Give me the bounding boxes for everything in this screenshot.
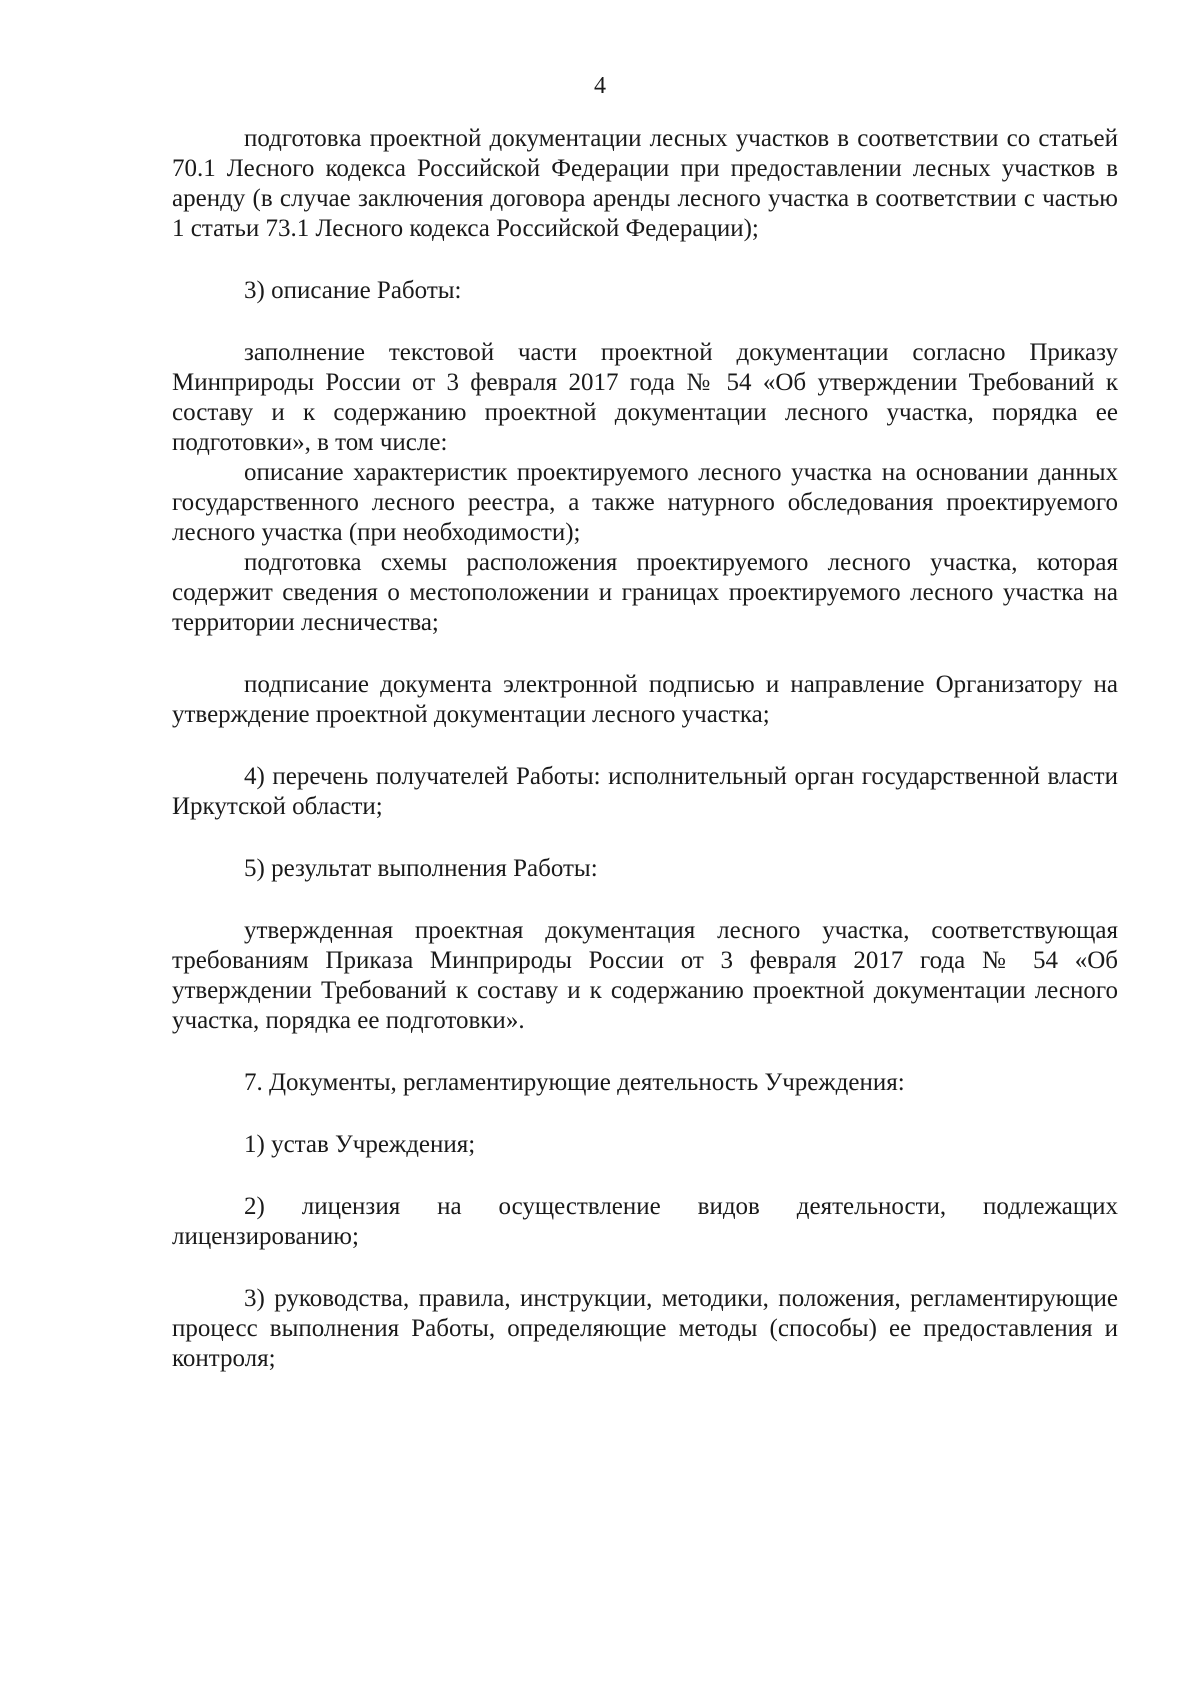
- paragraph-work-description-heading: 3) описание Работы:: [244, 277, 462, 304]
- paragraph-gap: [172, 244, 1118, 276]
- paragraph-gap: [172, 1160, 1118, 1192]
- paragraph-location-scheme: подготовка схемы расположения проектируемого лесного участка, которая содержит сведения о местоположении и границах проектируемого лесного участка на территории лесничества;: [172, 549, 1118, 636]
- paragraph-guidelines: 3) руководства, правила, инструкции, методики, положения, регламентирующие процесс выполнения Работы, определяющие методы (способы) ее предоставления и контроля;: [172, 1285, 1118, 1372]
- paragraph-gap: [172, 1252, 1118, 1284]
- paragraph-project-docs-preparation: подготовка проектной документации лесных участков в соответствии со статьей 70.1 Лесного кодекса Российской Федерации при предоставлении лесных участков в аренду (в случае заключения договора аренды лесного участка в соответствии с частью 1 статьи 73.1 Лесного кодекса Российской Федерации);: [172, 125, 1118, 242]
- paragraph-text-part-filling: заполнение текстовой части проектной документации согласно Приказу Минприроды России от 3 февраля 2017 года № 54 «Об утверждении Требований к составу и к содержанию проектной документации лесного участка, порядка ее подготовки», в том числе:: [172, 339, 1118, 456]
- paragraph-gap: [172, 884, 1118, 916]
- paragraph-charter: 1) устав Учреждения;: [244, 1131, 476, 1158]
- paragraph-license: 2) лицензия на осуществление видов деятельности, подлежащих лицензированию;: [172, 1193, 1118, 1250]
- paragraph-approved-documentation: утвержденная проектная документация лесного участка, соответствующая требованиям Приказа Минприроды России от 3 февраля 2017 года № 54 «Об утверждении Требований к составу и к содержанию проектной документации лесного участка, порядка ее подготовки».: [172, 917, 1118, 1034]
- paragraph-regulating-documents-heading: 7. Документы, регламентирующие деятельность Учреждения:: [244, 1069, 905, 1096]
- paragraph-recipients: 4) перечень получателей Работы: исполнительный орган государственной власти Иркутской области;: [172, 763, 1118, 820]
- paragraph-work-result-heading: 5) результат выполнения Работы:: [244, 855, 598, 882]
- paragraph-gap: [172, 822, 1118, 854]
- paragraph-gap: [172, 1036, 1118, 1068]
- paragraph-electronic-signature: подписание документа электронной подписью и направление Организатору на утверждение проектной документации лесного участка;: [172, 671, 1118, 728]
- document-body: [172, 124, 1118, 1374]
- paragraph-characteristics-description: описание характеристик проектируемого лесного участка на основании данных государственного лесного реестра, а также натурного обследования проектируемого лесного участка (при необходимости);: [172, 459, 1118, 546]
- page-number: 4: [594, 73, 606, 99]
- paragraph-gap: [172, 1098, 1118, 1130]
- paragraph-gap: [172, 638, 1118, 670]
- paragraph-gap: [172, 730, 1118, 762]
- paragraph-gap: [172, 306, 1118, 338]
